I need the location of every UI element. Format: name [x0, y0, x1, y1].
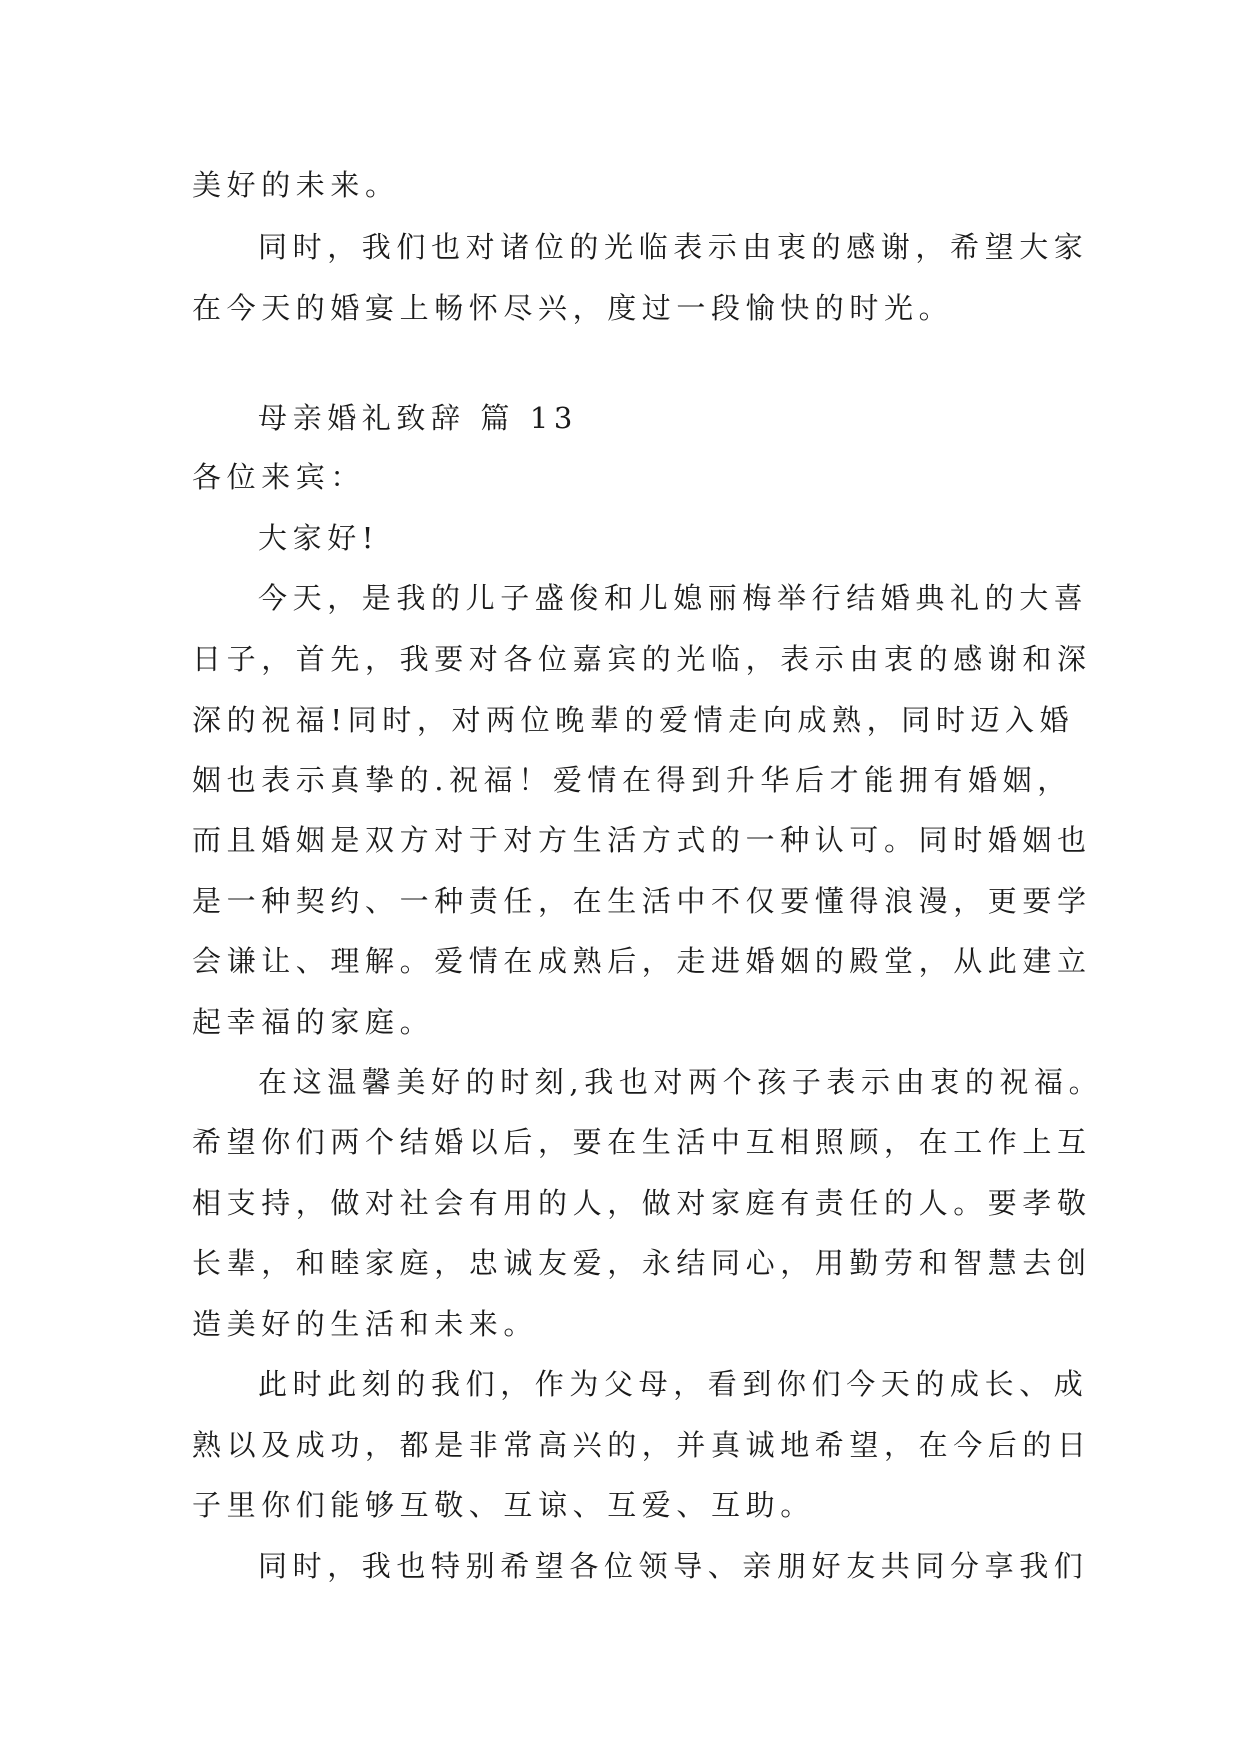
paragraph-line: 相支持，做对社会有用的人，做对家庭有责任的人。要孝敬: [192, 1186, 1092, 1220]
paragraph-line: 在今天的婚宴上畅怀尽兴，度过一段愉快的时光。: [192, 291, 954, 325]
paragraph-line: 美好的未来。: [192, 168, 400, 202]
paragraph-line: 子里你们能够互敬、互谅、互爱、互助。: [192, 1488, 815, 1522]
paragraph-line: 会谦让、理解。爱情在成熟后，走进婚姻的殿堂，从此建立: [192, 944, 1092, 978]
paragraph-line: 熟以及成功，都是非常高兴的，并真诚地希望，在今后的日: [192, 1428, 1092, 1462]
section-heading: 母亲婚礼致辞 篇 13: [258, 401, 578, 435]
paragraph-line: 是一种契约、一种责任，在生活中不仅要懂得浪漫，更要学: [192, 884, 1092, 918]
paragraph-line: 起幸福的家庭。: [192, 1005, 435, 1039]
greeting: 大家好!: [258, 521, 380, 555]
paragraph-line: 姻也表示真挚的.祝福！爱情在得到升华后才能拥有婚姻，: [192, 763, 1072, 797]
paragraph-line: 在这温馨美好的时刻,我也对两个孩子表示由衷的祝福。: [258, 1065, 1104, 1099]
paragraph-line: 造美好的生活和未来。: [192, 1307, 539, 1341]
paragraph-line: 同时，我也特别希望各位领导、亲朋好友共同分享我们: [258, 1549, 1089, 1583]
paragraph-line: 同时，我们也对诸位的光临表示由衷的感谢，希望大家: [258, 230, 1089, 264]
paragraph-line: 今天，是我的儿子盛俊和儿媳丽梅举行结婚典礼的大喜: [258, 581, 1089, 615]
paragraph-line: 而且婚姻是双方对于对方生活方式的一种认可。同时婚姻也: [192, 823, 1092, 857]
paragraph-line: 深的祝福!同时，对两位晚辈的爱情走向成熟，同时迈入婚: [192, 703, 1075, 737]
paragraph-line: 日子，首先，我要对各位嘉宾的光临，表示由衷的感谢和深: [192, 642, 1092, 676]
paragraph-line: 此时此刻的我们，作为父母，看到你们今天的成长、成: [258, 1367, 1089, 1401]
salutation: 各位来宾：: [192, 460, 366, 494]
paragraph-line: 希望你们两个结婚以后，要在生活中互相照顾，在工作上互: [192, 1125, 1092, 1159]
paragraph-line: 长辈，和睦家庭，忠诚友爱，永结同心，用勤劳和智慧去创: [192, 1246, 1092, 1280]
